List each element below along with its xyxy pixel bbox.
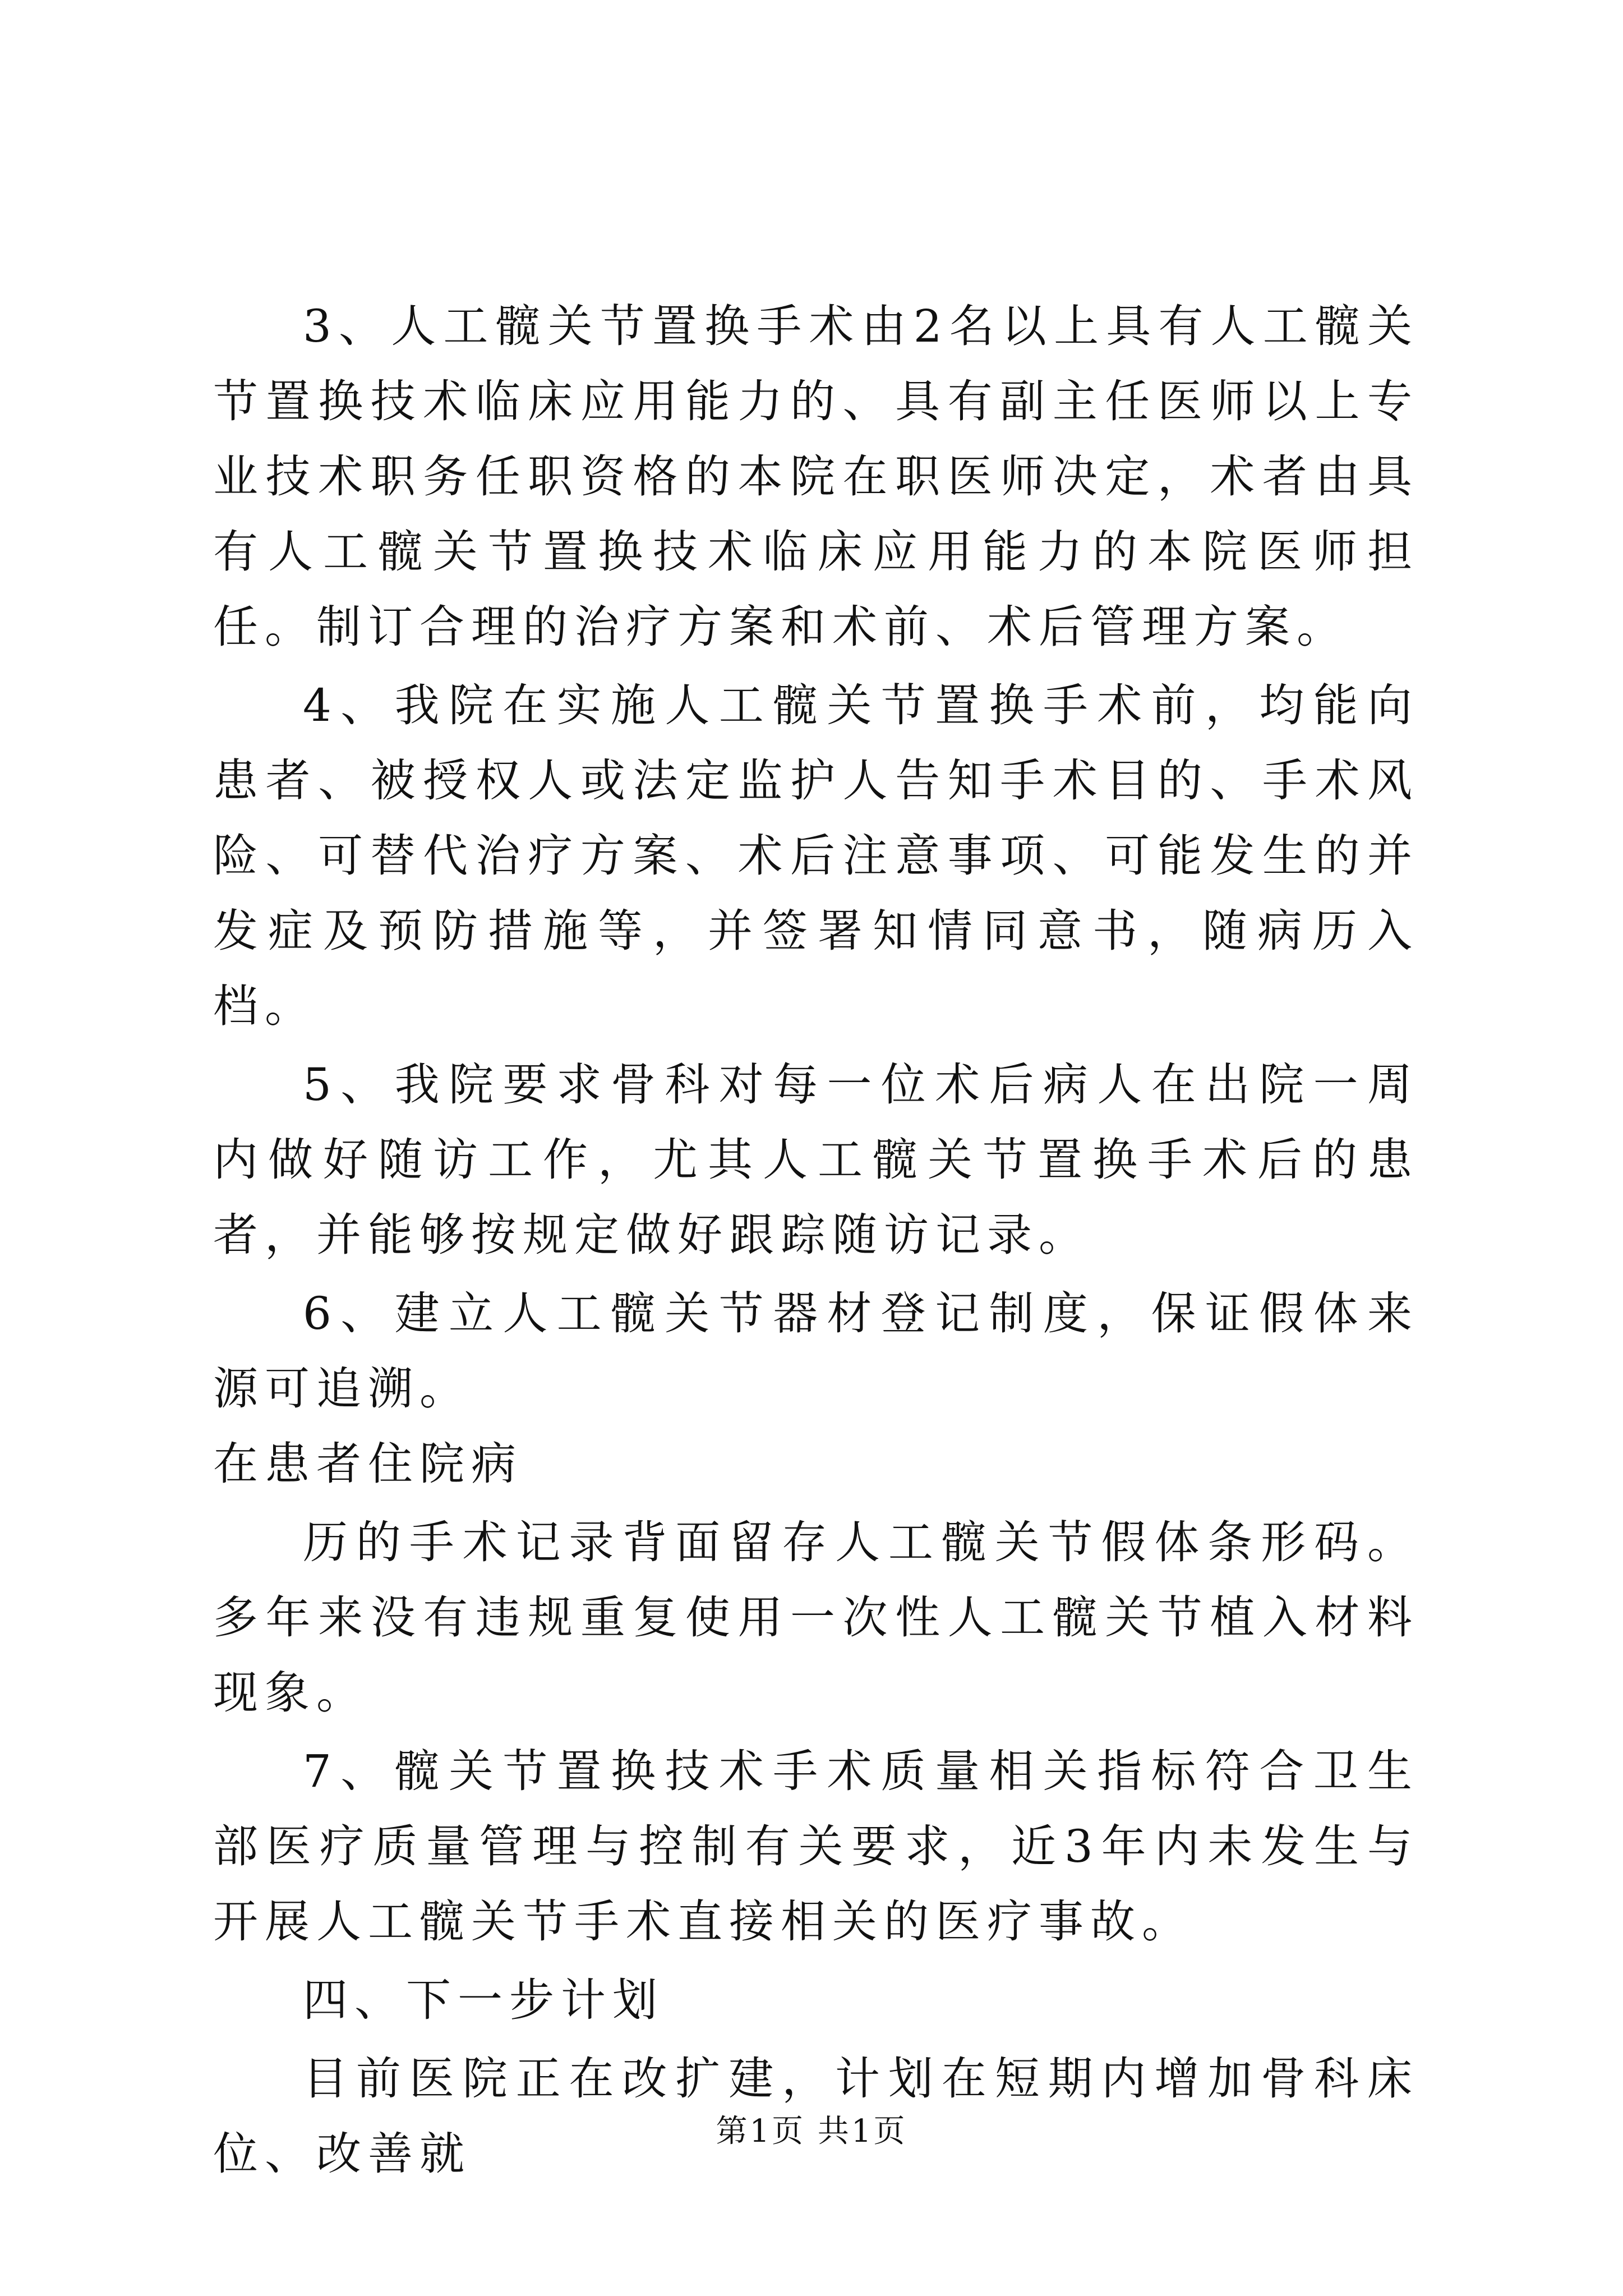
paragraph-3: 3、人工髋关节置换手术由2名以上具有人工髋关节置换技术临床应用能力的、具有副主任医师以上专业技术职务任职资格的本院在职医师决定，术者由具有人工髋关节置换技术临床应用能力的本院医师担任。制订合理的治疗方案和术前、术后管理方案。	[213, 300, 1419, 653]
page-footer: 第1页 共1页	[716, 2113, 907, 2150]
paragraph-6: 6、建立人工髋关节器材登记制度，保证假体来源可追溯。	[213, 1287, 1419, 1415]
paragraph-5: 5、我院要求骨科对每一位术后病人在出院一周内做好随访工作，尤其人工髋关节置换手术后的患者，并能够按规定做好跟踪随访记录。	[213, 1059, 1419, 1261]
section-heading-next-plan: 四、下一步计划	[303, 1974, 664, 2026]
paragraph-plan: 目前医院正在改扩建，计划在短期内增加骨科床位、改善就	[213, 2053, 1419, 2180]
paragraph-7: 7、髋关节置换技术手术质量相关指标符合卫生部医疗质量管理与控制有关要求，近3年内未发生与开展人工髋关节手术直接相关的医疗事故。	[213, 1745, 1419, 1948]
paragraph-6-continuation: 在患者住院病	[213, 1438, 523, 1490]
paragraph-6-body: 历的手术记录背面留存人工髋关节假体条形码。多年来没有违规重复使用一次性人工髋关节植入材料现象。	[213, 1516, 1419, 1719]
paragraph-4: 4、我院在实施人工髋关节置换手术前，均能向患者、被授权人或法定监护人告知手术目的、手术风险、可替代治疗方案、术后注意事项、可能发生的并发症及预防措施等，并签署知情同意书，随病历入档。	[213, 679, 1419, 1032]
document-body	[213, 289, 1419, 2192]
